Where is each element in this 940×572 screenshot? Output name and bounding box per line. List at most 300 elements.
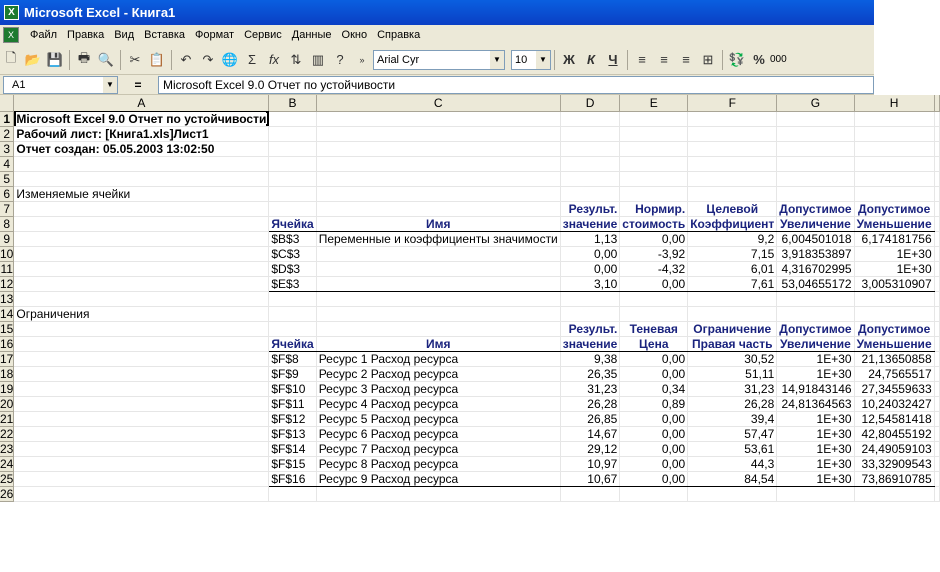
cell[interactable]: [14, 321, 269, 336]
cell[interactable]: [854, 156, 934, 171]
col-header-cell[interactable]: Ячейка: [269, 216, 316, 231]
cell[interactable]: [14, 426, 269, 441]
cell-ref[interactable]: $F$9: [269, 366, 316, 381]
cell[interactable]: [934, 231, 939, 246]
cell[interactable]: [14, 456, 269, 471]
cell-ref[interactable]: $F$16: [269, 471, 316, 486]
cell-rhs[interactable]: 51,11: [688, 366, 777, 381]
cell[interactable]: [14, 246, 269, 261]
cell-increase[interactable]: 1E+30: [777, 441, 854, 456]
cell[interactable]: [934, 471, 939, 486]
col-header-cell[interactable]: Ограничение: [688, 321, 777, 336]
cell[interactable]: [777, 486, 854, 501]
cell[interactable]: [316, 486, 560, 501]
cell[interactable]: [854, 126, 934, 141]
cell-value[interactable]: 26,35: [560, 366, 620, 381]
cell-ref[interactable]: $D$3: [269, 261, 316, 276]
cell-value[interactable]: 10,97: [560, 456, 620, 471]
cell[interactable]: [269, 156, 316, 171]
row-header[interactable]: 26: [0, 486, 14, 501]
cell-increase[interactable]: 1E+30: [777, 456, 854, 471]
cell[interactable]: [560, 291, 620, 306]
open-icon[interactable]: 📂: [24, 51, 42, 67]
cell-ref[interactable]: $C$3: [269, 246, 316, 261]
cell[interactable]: [934, 111, 939, 126]
cell[interactable]: [620, 486, 688, 501]
cell[interactable]: [620, 141, 688, 156]
cell[interactable]: [688, 126, 777, 141]
cell-ref[interactable]: $E$3: [269, 276, 316, 291]
cell[interactable]: [934, 171, 939, 186]
cell-name[interactable]: [316, 246, 560, 261]
cell[interactable]: [14, 351, 269, 366]
equals-icon[interactable]: =: [134, 77, 142, 92]
cell-rhs[interactable]: 53,61: [688, 441, 777, 456]
cell-ref[interactable]: $F$14: [269, 441, 316, 456]
cell[interactable]: [620, 291, 688, 306]
cell[interactable]: [14, 126, 269, 141]
font-size-select[interactable]: [511, 50, 551, 70]
cell-name[interactable]: Ресурс 4 Расход ресурса: [316, 396, 560, 411]
paste-icon[interactable]: 📋: [148, 51, 166, 67]
menu-help[interactable]: Справка: [377, 29, 421, 41]
cell-rhs[interactable]: 39,4: [688, 411, 777, 426]
cell[interactable]: [316, 111, 560, 126]
col-header-cell[interactable]: Уменьшение: [854, 336, 934, 351]
font-name-select[interactable]: [373, 50, 505, 70]
cell[interactable]: [269, 486, 316, 501]
cut-icon[interactable]: ✂: [129, 51, 141, 67]
bold-button[interactable]: Ж: [563, 52, 575, 67]
row-header[interactable]: 23: [0, 441, 14, 456]
cell[interactable]: [316, 306, 560, 321]
cell[interactable]: [560, 126, 620, 141]
cell[interactable]: [316, 156, 560, 171]
row-header[interactable]: 12: [0, 276, 14, 291]
cell-name[interactable]: Ресурс 1 Расход ресурса: [316, 351, 560, 366]
cell[interactable]: [14, 396, 269, 411]
cell[interactable]: [316, 291, 560, 306]
cell-ref[interactable]: $B$3: [269, 231, 316, 246]
cell-name[interactable]: Ресурс 8 Расход ресурса: [316, 456, 560, 471]
cell-increase[interactable]: 1E+30: [777, 471, 854, 486]
cell[interactable]: [688, 186, 777, 201]
align-right-icon[interactable]: ≡: [682, 52, 690, 67]
merge-center-icon[interactable]: ⊞: [702, 51, 714, 67]
cell-rhs[interactable]: 31,23: [688, 381, 777, 396]
cell[interactable]: [934, 336, 939, 351]
cell-ref[interactable]: $F$12: [269, 411, 316, 426]
cell-increase[interactable]: 24,81364563: [777, 396, 854, 411]
cell-shadow-price[interactable]: 0,89: [620, 396, 688, 411]
row-header[interactable]: 11: [0, 261, 13, 276]
cell[interactable]: [269, 291, 316, 306]
cell[interactable]: [560, 156, 620, 171]
row-header[interactable]: 1: [0, 111, 14, 126]
cell[interactable]: [934, 396, 939, 411]
cell-value[interactable]: 26,85: [560, 411, 620, 426]
col-header-cell[interactable]: Результ.: [560, 321, 620, 336]
menu-tools[interactable]: Сервис: [244, 29, 282, 41]
col-header-cell[interactable]: Теневая: [620, 321, 688, 336]
row-header[interactable]: 20: [0, 396, 14, 411]
cell[interactable]: [934, 411, 939, 426]
row-header[interactable]: 16: [0, 336, 14, 351]
cell[interactable]: [269, 201, 316, 216]
cell-decrease[interactable]: 10,24032427: [854, 396, 934, 411]
column-header[interactable]: G: [777, 95, 854, 111]
worksheet-grid[interactable]: [0, 95, 932, 572]
cell-increase[interactable]: 1E+30: [777, 351, 854, 366]
cell[interactable]: [934, 366, 939, 381]
cell[interactable]: [620, 306, 688, 321]
menu-edit[interactable]: Правка: [67, 29, 105, 41]
cell-value[interactable]: 14,67: [560, 426, 620, 441]
cell[interactable]: [14, 156, 269, 171]
function-icon[interactable]: fx: [268, 52, 280, 67]
cell-value[interactable]: 29,12: [560, 441, 620, 456]
help-icon[interactable]: ?: [336, 52, 344, 67]
cell-a1[interactable]: [14, 111, 269, 126]
cell[interactable]: [14, 486, 269, 501]
cell-ref[interactable]: $F$10: [269, 381, 316, 396]
cell-cost[interactable]: 0,00: [620, 276, 688, 291]
cell[interactable]: [777, 156, 854, 171]
chevron-down-icon[interactable]: ▼: [490, 51, 504, 69]
cell[interactable]: [560, 171, 620, 186]
thousands-button[interactable]: 000: [770, 54, 787, 65]
cell-rhs[interactable]: 57,47: [688, 426, 777, 441]
save-icon[interactable]: 💾: [46, 51, 64, 67]
cell[interactable]: [560, 186, 620, 201]
col-header-cell[interactable]: Цена: [620, 336, 688, 351]
cell[interactable]: [854, 141, 934, 156]
cell[interactable]: [854, 486, 934, 501]
col-header-cell[interactable]: Имя: [316, 216, 560, 231]
autosum-icon[interactable]: Σ: [247, 52, 257, 67]
column-header[interactable]: D: [560, 95, 620, 111]
cell-ref[interactable]: $F$15: [269, 456, 316, 471]
column-header[interactable]: A: [14, 95, 269, 111]
col-header-cell[interactable]: Результ.: [560, 201, 620, 216]
col-header-cell[interactable]: Коэффициент: [688, 216, 777, 231]
cell-coef[interactable]: 6,01: [688, 261, 777, 276]
cell-rhs[interactable]: 84,54: [688, 471, 777, 486]
cell-name[interactable]: [316, 276, 560, 291]
align-left-icon[interactable]: ≡: [638, 52, 646, 67]
row-header[interactable]: 7: [0, 201, 14, 216]
cell[interactable]: [14, 366, 269, 381]
col-header-cell[interactable]: Допустимое: [854, 321, 934, 336]
underline-button[interactable]: Ч: [608, 52, 618, 67]
cell-decrease[interactable]: 27,34559633: [854, 381, 934, 396]
percent-button[interactable]: %: [753, 52, 765, 67]
sort-ascending-icon[interactable]: ⇅: [290, 51, 302, 67]
cell-value[interactable]: 31,23: [560, 381, 620, 396]
cell[interactable]: [777, 126, 854, 141]
cell[interactable]: [854, 306, 934, 321]
cell[interactable]: [316, 201, 560, 216]
cell[interactable]: [777, 141, 854, 156]
row-header[interactable]: 18: [0, 366, 14, 381]
cell-ref[interactable]: $F$11: [269, 396, 316, 411]
cell-name[interactable]: Ресурс 5 Расход ресурса: [316, 411, 560, 426]
cell-decrease[interactable]: 1E+30: [854, 261, 934, 276]
cell[interactable]: [934, 381, 939, 396]
cell-increase[interactable]: 53,04655172: [777, 276, 854, 291]
cell[interactable]: [620, 126, 688, 141]
cell-coef[interactable]: 7,61: [688, 276, 777, 291]
cell[interactable]: [777, 171, 854, 186]
menu-insert[interactable]: Вставка: [144, 29, 186, 41]
cell[interactable]: [14, 291, 269, 306]
undo-icon[interactable]: ↶: [180, 51, 192, 67]
cell[interactable]: [316, 126, 560, 141]
currency-icon[interactable]: 💱: [728, 51, 746, 67]
col-header-cell[interactable]: Увеличение: [777, 216, 854, 231]
row-header[interactable]: 13: [0, 291, 14, 306]
cell-shadow-price[interactable]: 0,00: [620, 471, 688, 486]
row-header[interactable]: 10: [0, 246, 14, 261]
cell[interactable]: [14, 441, 269, 456]
cell-decrease[interactable]: 3,005310907: [854, 276, 934, 291]
cell[interactable]: [316, 186, 560, 201]
cell[interactable]: [14, 306, 269, 321]
cell-rhs[interactable]: 44,3: [688, 456, 777, 471]
cell[interactable]: [934, 186, 939, 201]
cell-cost[interactable]: -3,92: [620, 246, 688, 261]
cell-name[interactable]: Ресурс 2 Расход ресурса: [316, 366, 560, 381]
cell-shadow-price[interactable]: 0,00: [620, 351, 688, 366]
col-header-cell[interactable]: Допустимое: [777, 201, 854, 216]
cell-decrease[interactable]: 24,49059103: [854, 441, 934, 456]
cell-shadow-price[interactable]: 0,00: [620, 426, 688, 441]
col-header-cell[interactable]: Целевой: [688, 201, 777, 216]
cell[interactable]: [934, 126, 939, 141]
col-header-cell[interactable]: стоимость: [620, 216, 688, 231]
cell-rhs[interactable]: 26,28: [688, 396, 777, 411]
row-header[interactable]: 8: [0, 216, 14, 231]
cell[interactable]: [620, 111, 688, 126]
cell[interactable]: [14, 411, 269, 426]
row-header[interactable]: 21: [0, 411, 14, 426]
col-header-cell[interactable]: Допустимое: [854, 201, 934, 216]
cell[interactable]: [560, 486, 620, 501]
more-buttons-icon[interactable]: »: [359, 54, 365, 65]
cell-name[interactable]: Ресурс 7 Расход ресурса: [316, 441, 560, 456]
row-header[interactable]: 2: [0, 126, 14, 141]
cell-value[interactable]: 26,28: [560, 396, 620, 411]
col-header-cell[interactable]: Уменьшение: [854, 216, 934, 231]
cell[interactable]: [269, 321, 316, 336]
cell-ref[interactable]: $F$8: [269, 351, 316, 366]
cell-coef[interactable]: 7,15: [688, 246, 777, 261]
menu-format[interactable]: Формат: [195, 29, 235, 41]
cell[interactable]: [934, 216, 939, 231]
cell-increase[interactable]: 1E+30: [777, 411, 854, 426]
cell-value[interactable]: 9,38: [560, 351, 620, 366]
cell[interactable]: [854, 291, 934, 306]
cell[interactable]: [14, 141, 269, 156]
cell[interactable]: [560, 111, 620, 126]
cell[interactable]: [934, 141, 939, 156]
row-header[interactable]: 5: [0, 171, 14, 186]
col-header-cell[interactable]: Правая часть: [688, 336, 777, 351]
row-header[interactable]: 25: [0, 471, 14, 486]
cell-ref[interactable]: $F$13: [269, 426, 316, 441]
cell[interactable]: [854, 111, 934, 126]
cell-rhs[interactable]: 30,52: [688, 351, 777, 366]
cell-decrease[interactable]: 1E+30: [854, 246, 934, 261]
cell[interactable]: [688, 486, 777, 501]
cell-increase[interactable]: 4,316702995: [777, 261, 854, 276]
cell[interactable]: [620, 156, 688, 171]
cell-value[interactable]: 3,10: [560, 276, 620, 291]
cell[interactable]: [934, 291, 939, 306]
cell[interactable]: [777, 111, 854, 126]
column-header[interactable]: C: [316, 95, 560, 111]
cell-increase[interactable]: 1E+30: [777, 366, 854, 381]
cell-shadow-price[interactable]: 0,00: [620, 456, 688, 471]
col-header-cell[interactable]: значение: [560, 216, 620, 231]
column-header-empty[interactable]: [934, 95, 939, 111]
row-header[interactable]: 22: [0, 426, 14, 441]
cell[interactable]: [934, 306, 939, 321]
cell[interactable]: [560, 141, 620, 156]
row-header[interactable]: 17: [0, 351, 14, 366]
cell[interactable]: [269, 141, 316, 156]
menu-view[interactable]: Вид: [114, 29, 135, 41]
new-icon[interactable]: 🗋: [5, 49, 17, 65]
cell-value[interactable]: 10,67: [560, 471, 620, 486]
cell-name[interactable]: Ресурс 9 Расход ресурса: [316, 471, 560, 486]
cell[interactable]: [269, 171, 316, 186]
cell[interactable]: [688, 156, 777, 171]
col-header-cell[interactable]: Допустимое: [777, 321, 854, 336]
row-header[interactable]: 19: [0, 381, 14, 396]
cell[interactable]: [14, 171, 269, 186]
cell[interactable]: [934, 441, 939, 456]
col-header-cell[interactable]: Увеличение: [777, 336, 854, 351]
cell[interactable]: [14, 186, 269, 201]
row-header[interactable]: 15: [0, 321, 14, 336]
print-icon[interactable]: 🖶: [77, 49, 91, 65]
cell-value[interactable]: 0,00: [560, 261, 620, 276]
cell[interactable]: [269, 186, 316, 201]
cell-shadow-price[interactable]: 0,00: [620, 441, 688, 456]
cell-decrease[interactable]: 12,54581418: [854, 411, 934, 426]
row-header[interactable]: 6: [0, 186, 14, 201]
col-header-cell[interactable]: Имя: [316, 336, 560, 351]
chevron-down-icon[interactable]: ▼: [536, 51, 550, 69]
cell[interactable]: [934, 486, 939, 501]
cell-shadow-price[interactable]: 0,00: [620, 366, 688, 381]
cell[interactable]: [14, 336, 269, 351]
cell-cost[interactable]: 0,00: [620, 231, 688, 246]
cell[interactable]: [854, 171, 934, 186]
cell[interactable]: [620, 171, 688, 186]
cell-name[interactable]: Переменные и коэффициенты значимости: [316, 231, 560, 246]
col-header-cell[interactable]: значение: [560, 336, 620, 351]
cell-coef[interactable]: 9,2: [688, 231, 777, 246]
row-header[interactable]: 24: [0, 456, 14, 471]
row-header[interactable]: 9: [0, 231, 14, 246]
cell[interactable]: [14, 231, 269, 246]
cell[interactable]: [560, 306, 620, 321]
cell-shadow-price[interactable]: 0,34: [620, 381, 688, 396]
cell-increase[interactable]: 6,004501018: [777, 231, 854, 246]
cell-decrease[interactable]: 73,86910785: [854, 471, 934, 486]
cell[interactable]: [934, 261, 939, 276]
redo-icon[interactable]: ↷: [202, 51, 214, 67]
cell[interactable]: [14, 381, 269, 396]
col-header-cell[interactable]: Нормир.: [620, 201, 688, 216]
row-header[interactable]: 3: [0, 141, 14, 156]
menu-window[interactable]: Окно: [341, 29, 368, 41]
cell[interactable]: [688, 291, 777, 306]
cell-decrease[interactable]: 42,80455192: [854, 426, 934, 441]
cell-name[interactable]: Ресурс 6 Расход ресурса: [316, 426, 560, 441]
cell[interactable]: [269, 111, 316, 126]
cell[interactable]: [316, 321, 560, 336]
column-header[interactable]: E: [620, 95, 688, 111]
chart-wizard-icon[interactable]: ▥: [311, 51, 325, 67]
column-header[interactable]: H: [854, 95, 934, 111]
cell[interactable]: [934, 426, 939, 441]
cell[interactable]: [14, 261, 269, 276]
cell[interactable]: [14, 471, 269, 486]
cell[interactable]: [777, 186, 854, 201]
cell-increase[interactable]: 1E+30: [777, 426, 854, 441]
cell-decrease[interactable]: 21,13650858: [854, 351, 934, 366]
cell-name[interactable]: [316, 261, 560, 276]
formula-input[interactable]: Microsoft Excel 9.0 Отчет по устойчивости: [158, 76, 874, 94]
menu-file[interactable]: Файл: [30, 29, 58, 41]
cell-increase[interactable]: 3,918353897: [777, 246, 854, 261]
cell[interactable]: [777, 306, 854, 321]
cell[interactable]: [14, 201, 269, 216]
cell-shadow-price[interactable]: 0,00: [620, 411, 688, 426]
cell[interactable]: [688, 111, 777, 126]
cell-name[interactable]: Ресурс 3 Расход ресурса: [316, 381, 560, 396]
cell[interactable]: [934, 351, 939, 366]
cell[interactable]: [777, 291, 854, 306]
cell[interactable]: [269, 306, 316, 321]
cell[interactable]: [316, 141, 560, 156]
row-header[interactable]: 14: [0, 306, 14, 321]
cell[interactable]: [620, 186, 688, 201]
cell[interactable]: [934, 246, 939, 261]
row-header[interactable]: 4: [0, 156, 14, 171]
print-preview-icon[interactable]: 🔍: [97, 51, 115, 67]
cell-value[interactable]: 0,00: [560, 246, 620, 261]
cell-decrease[interactable]: 6,174181756: [854, 231, 934, 246]
select-all-corner[interactable]: [0, 95, 14, 111]
column-header[interactable]: F: [688, 95, 777, 111]
cell-cost[interactable]: -4,32: [620, 261, 688, 276]
col-header-cell[interactable]: Ячейка: [269, 336, 316, 351]
cell[interactable]: [269, 126, 316, 141]
workbook-icon[interactable]: X: [3, 27, 19, 43]
cell-decrease[interactable]: 33,32909543: [854, 456, 934, 471]
cell[interactable]: [14, 216, 269, 231]
cell-increase[interactable]: 14,91843146: [777, 381, 854, 396]
align-center-icon[interactable]: ≡: [660, 52, 668, 67]
cell[interactable]: [688, 141, 777, 156]
cell-value[interactable]: 1,13: [560, 231, 620, 246]
cell[interactable]: [316, 171, 560, 186]
cell[interactable]: [934, 456, 939, 471]
